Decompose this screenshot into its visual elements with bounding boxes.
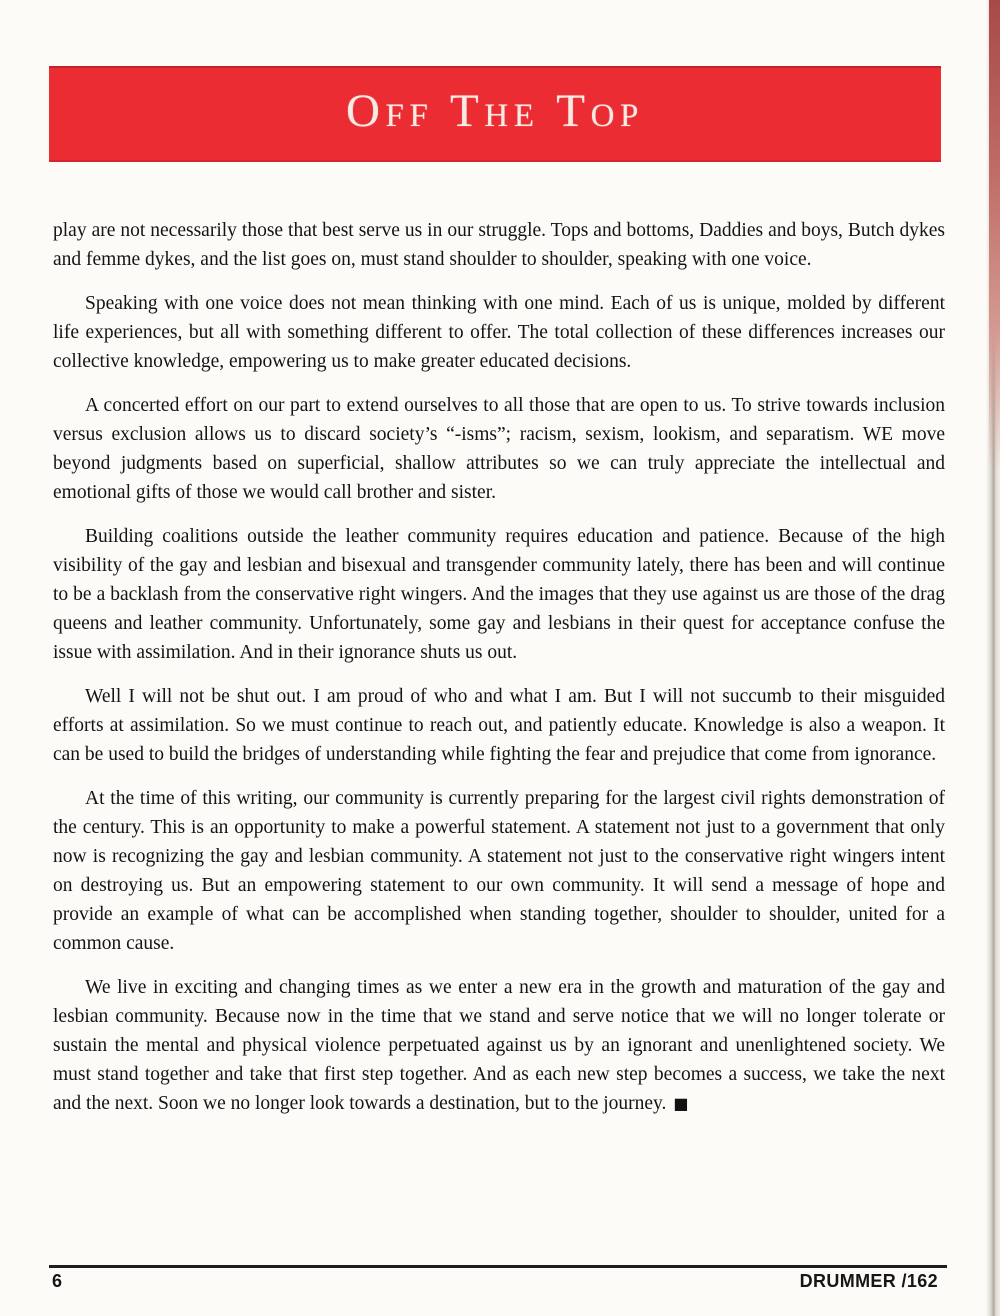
article-body (53, 216, 945, 1133)
article-paragraph: A concerted effort on our part to extend ourselves to all those that are open to us. To strive towards inclusion versus exclusion allows us to discard society’s “-isms”; racism, sexism, lookism, and separatism. WE move beyond judgments based on superficial, shallow attributes so we can truly appreciate the intellectual and emotional gifts of those we would call brother and sister. (53, 395, 945, 503)
issue-label: DRUMMER /162 (799, 1271, 938, 1291)
section-banner (49, 66, 941, 162)
section-title: Off The Top (345, 84, 645, 137)
end-of-article-marker: ■ (673, 1094, 689, 1113)
article-paragraph: Building coalitions outside the leather community requires education and patience. Because of the high visibility of the gay and lesbian and bisexual and transgender community lately, there has been and will continue to be a backlash from the conservative right wingers. And the images that they use against us are those of the drag queens and leather community. Unfortunately, some gay and lesbians in their quest for acceptance confuse the issue with assimilation. And in their ignorance shuts us out. (53, 526, 945, 663)
article-paragraph-text: We live in exciting and changing times as we enter a new era in the growth and maturation of the gay and lesbian community. Because now in the time that we stand and serve notice that we will no longer tolerate or sustain the mental and physical violence perpetuated against us by an ignorant and unenlightened society. We must stand together and take that first step together. And as each new step becomes a success, we take the next and the next. Soon we no longer look towards a destination, but to the journey. (53, 977, 945, 1114)
scan-page-edge-red-tint (989, 0, 1000, 470)
page-number: 6 (52, 1271, 63, 1291)
article-paragraph (53, 973, 945, 1118)
article-paragraph: play are not necessarily those that best serve us in our struggle. Tops and bottoms, Daddies and boys, Butch dykes and femme dykes, and the list goes on, must stand shoulder to shoulder, speaking with one voice. (53, 220, 945, 270)
article-paragraph: Well I will not be shut out. I am proud of who and what I am. But I will not succumb to their misguided efforts at assimilation. So we must continue to reach out, and patiently educate. Knowledge is also a weapon. It can be used to build the bridges of understanding while fighting the fear and prejudice that come from ignorance. (53, 686, 945, 765)
footer-rule (49, 1265, 947, 1268)
article-paragraph: Speaking with one voice does not mean thinking with one mind. Each of us is unique, molded by different life experiences, but all with something different to offer. The total collection of these differences increases our collective knowledge, empowering us to make greater educated decisions. (53, 293, 945, 372)
article-paragraph: At the time of this writing, our community is currently preparing for the largest civil rights demonstration of the century. This is an opportunity to make a powerful statement. A statement not just to a government that only now is recognizing the gay and lesbian community. A statement not just to the conservative right wingers intent on destroying us. But an empowering statement to our own community. It will send a message of hope and provide an example of what can be accomplished when standing together, shoulder to shoulder, united for a common cause. (53, 788, 945, 954)
